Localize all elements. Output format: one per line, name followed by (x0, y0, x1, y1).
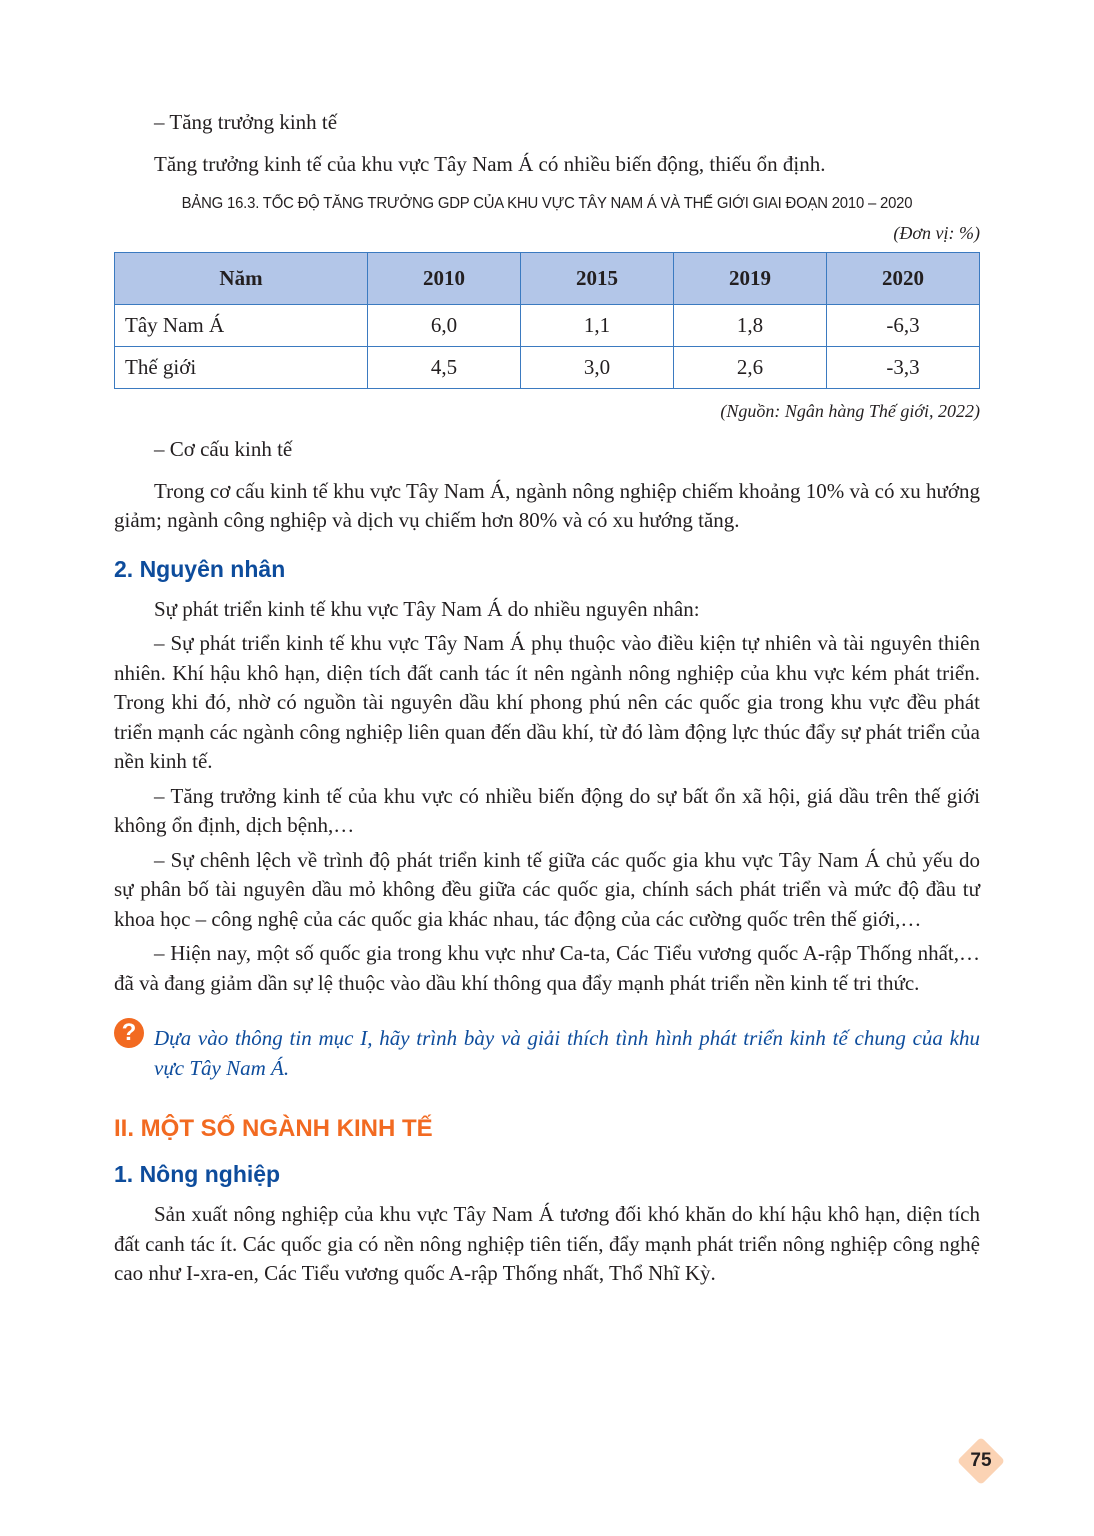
header-cell-2020: 2020 (827, 253, 980, 305)
causes-heading: 2. Nguyên nhân (114, 555, 286, 582)
table-row (115, 347, 980, 389)
question-box (114, 1019, 980, 1083)
gdp-growth-table (114, 252, 980, 389)
growth-heading: – Tăng trưởng kinh tế (154, 110, 338, 134)
causes-paragraph: Sự phát triển kinh tế khu vực Tây Nam Á do nhiều nguyên nhân: (154, 596, 700, 621)
table-cell: 2,6 (674, 347, 827, 389)
table-cell: -6,3 (827, 305, 980, 347)
row-label: Tây Nam Á (115, 305, 368, 347)
causes-paragraph: – Tăng trưởng kinh tế của khu vực có nhiều biến động do sự bất ổn xã hội, giá dầu trên thế giới không ổn định, dịch bệnh,… (114, 783, 980, 837)
table-cell: 4,5 (368, 347, 521, 389)
causes-paragraph: – Sự chênh lệch về trình độ phát triển kinh tế giữa các quốc gia khu vực Tây Nam Á chủ yếu do sự phân bố tài nguyên dầu mỏ không đều giữa các quốc gia, chính sách phát triển và mức độ đầu tư khoa học – công nghệ của các quốc gia khác nhau, tác động của các cường quốc trên thế giới,… (114, 847, 980, 931)
question-text: Dựa vào thông tin mục I, hãy trình bày và giải thích tình hình phát triển kinh tế chung của khu vực Tây Nam Á. (154, 1026, 980, 1080)
table-cell: 1,8 (674, 305, 827, 347)
page-number-badge (956, 1436, 1006, 1486)
growth-text: Tăng trưởng kinh tế của khu vực Tây Nam Á có nhiều biến động, thiếu ổn định. (154, 151, 826, 176)
table-cell: 6,0 (368, 305, 521, 347)
table-row (115, 305, 980, 347)
table-cell: 3,0 (521, 347, 674, 389)
industries-heading: II. MỘT SỐ NGÀNH KINH TẾ (114, 1115, 433, 1142)
row-label: Thế giới (115, 347, 368, 389)
table-cell: -3,3 (827, 347, 980, 389)
header-cell-year: Năm (115, 253, 368, 305)
table-source: (Nguồn: Ngân hàng Thế giới, 2022) (720, 401, 980, 421)
header-cell-2010: 2010 (368, 253, 521, 305)
table-unit: (Đơn vị: %) (893, 223, 980, 243)
table-cell: 1,1 (521, 305, 674, 347)
structure-text: Trong cơ cấu kinh tế khu vực Tây Nam Á, ngành nông nghiệp chiếm khoảng 10% và có xu hướng giảm; ngành công nghiệp và dịch vụ chiếm hơn 80% và có xu hướng tăng. (114, 478, 980, 532)
causes-paragraph: – Sự phát triển kinh tế khu vực Tây Nam Á phụ thuộc vào điều kiện tự nhiên và tài nguyên thiên nhiên. Khí hậu khô hạn, diện tích đất canh tác ít nên ngành nông nghiệp của khu vực kém phát triển. Trong khi đó, nhờ có nguồn tài nguyên dầu khí phong phú nên các quốc gia trong khu vực đều phát triển mạnh các ngành công nghiệp liên quan đến dầu khí, từ đó làm động lực thúc đẩy sự phát triển của nền kinh tế. (114, 631, 980, 773)
header-cell-2019: 2019 (674, 253, 827, 305)
header-cell-2015: 2015 (521, 253, 674, 305)
agriculture-text: Sản xuất nông nghiệp của khu vực Tây Nam Á tương đối khó khăn do khí hậu khô hạn, diện tích đất canh tác ít. Các quốc gia có nền nông nghiệp tiên tiến, đẩy mạnh phát triển nông nghiệp công nghệ cao như I-xra-en, Các Tiểu vương quốc A-rập Thống nhất, Thổ Nhĩ Kỳ. (114, 1202, 980, 1285)
agriculture-heading: 1. Nông nghiệp (114, 1161, 281, 1187)
question-icon: ? (114, 1018, 144, 1048)
table-title: BẢNG 16.3. TỐC ĐỘ TĂNG TRƯỞNG GDP CỦA KHU VỰC TÂY NAM Á VÀ THẾ GIỚI GIAI ĐOẠN 2010 – 2020 (181, 195, 913, 212)
page-number: 75 (970, 1450, 992, 1471)
table-header-row (115, 253, 980, 305)
causes-paragraph: – Hiện nay, một số quốc gia trong khu vực như Ca-ta, Các Tiểu vương quốc A-rập Thống nhất,… đã và đang giảm dần sự lệ thuộc vào dầu khí thông qua đẩy mạnh phát triển nền kinh tế tri thức. (114, 941, 980, 995)
structure-heading: – Cơ cấu kinh tế (154, 437, 293, 461)
page-content (114, 108, 980, 1289)
